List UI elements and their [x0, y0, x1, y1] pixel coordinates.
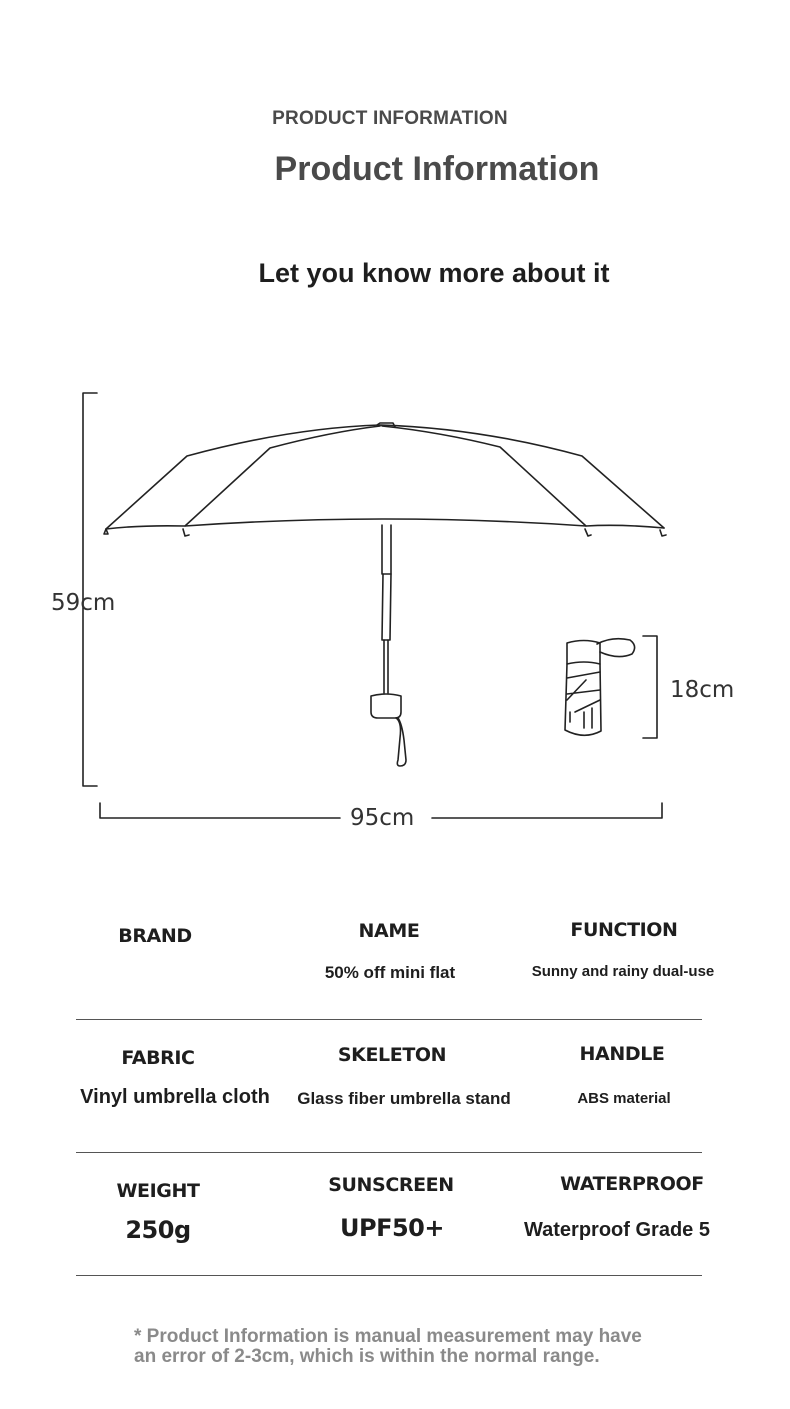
width-bracket-right — [432, 803, 662, 818]
spec-name-label: NAME — [358, 920, 420, 942]
umbrella-canopy-icon — [104, 423, 666, 536]
spec-sunscreen-value: UPF50+ — [340, 1214, 444, 1242]
umbrella-handle-icon — [371, 694, 406, 766]
spec-skeleton-label: SKELETON — [337, 1044, 447, 1066]
spec-name-value: 50% off mini flat — [324, 963, 456, 982]
folded-bracket — [643, 636, 657, 738]
spec-weight-label: WEIGHT — [116, 1180, 200, 1202]
spec-weight-value: 250g — [125, 1216, 191, 1244]
height-dimension-label: 59cm — [51, 590, 116, 616]
spec-waterproof-label: WATERPROOF — [560, 1173, 704, 1195]
spec-function-value: Sunny and rainy dual-use — [531, 963, 715, 980]
spec-waterproof-value: Waterproof Grade 5 — [524, 1219, 710, 1241]
umbrella-shaft-icon — [382, 525, 391, 693]
folded-umbrella-icon — [565, 639, 635, 736]
spec-handle-value: ABS material — [577, 1090, 671, 1107]
folded-dimension-label: 18cm — [670, 677, 735, 703]
measurement-note: * Product Information is manual measurement may have an error of 2-3cm, which is within the normal range. — [134, 1326, 642, 1367]
width-dimension-label: 95cm — [350, 805, 415, 831]
spec-skeleton-value: Glass fiber umbrella stand — [297, 1089, 511, 1108]
table-divider-2 — [76, 1152, 702, 1153]
table-divider-3 — [76, 1275, 702, 1276]
page-subtitle: Let you know more about it — [258, 258, 610, 288]
width-bracket-left — [100, 803, 340, 818]
spec-brand-label: BRAND — [118, 925, 192, 947]
spec-handle-label: HANDLE — [579, 1043, 665, 1065]
spec-function-label: FUNCTION — [570, 919, 678, 941]
page-title: Product Information — [274, 150, 600, 188]
section-kicker: PRODUCT INFORMATION — [272, 108, 508, 129]
spec-fabric-value: Vinyl umbrella cloth — [80, 1086, 270, 1108]
table-divider-1 — [76, 1019, 702, 1020]
spec-fabric-label: FABRIC — [121, 1047, 195, 1069]
spec-sunscreen-label: SUNSCREEN — [328, 1174, 454, 1196]
